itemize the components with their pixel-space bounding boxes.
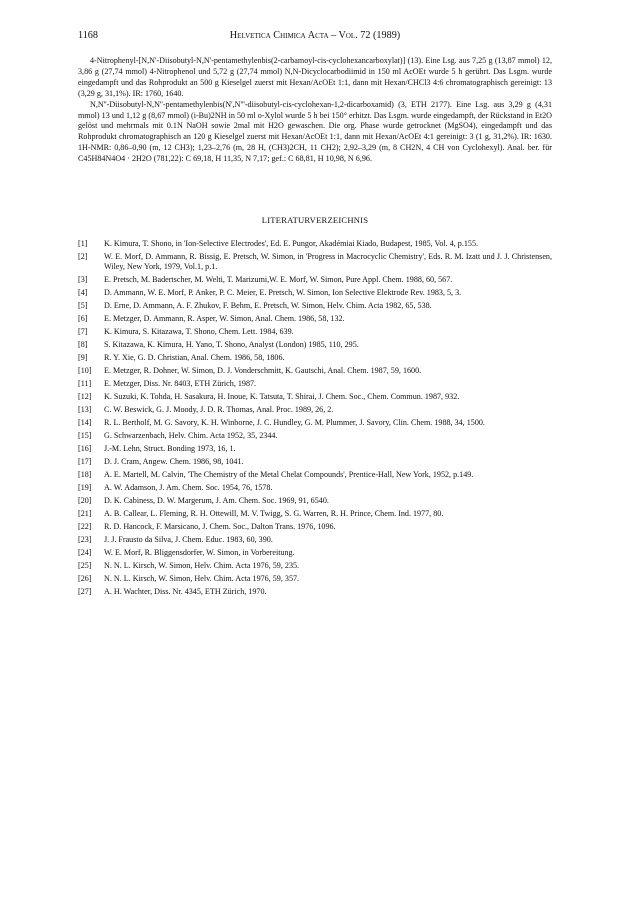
- reference-text: K. Suzuki, K. Tohda, H. Sasakura, H. Inoue, K. Tatsuta, T. Shirai, J. Chem. Soc., Chem. Commun. 1987, 932.: [104, 392, 460, 402]
- page: [78, 30, 552, 600]
- reference-text: A. H. Wachter, Diss. Nr. 4345, ETH Zürich, 1970.: [104, 587, 267, 597]
- reference-item: [78, 353, 552, 363]
- reference-item: [78, 327, 552, 337]
- reference-text: N. N. L. Kirsch, W. Simon, Helv. Chim. Acta 1976, 59, 235.: [104, 561, 300, 571]
- reference-item: [78, 587, 552, 597]
- reference-number: [21]: [78, 509, 92, 519]
- reference-text: W. E. Morf, R. Bliggensdorfer, W. Simon, in Vorbereitung.: [104, 548, 295, 558]
- reference-number: [12]: [78, 392, 92, 402]
- reference-item: [78, 275, 552, 285]
- reference-number: [19]: [78, 483, 92, 493]
- reference-item: [78, 444, 552, 454]
- reference-number: [16]: [78, 444, 92, 454]
- reference-text: W. E. Morf, D. Ammann, R. Bissig, E. Pretsch, W. Simon, in 'Progress in Macrocyclic Chemistry', Eds. R. M. Izatt und J. J. Christensen, Wiley, New York, 1979, Vol.1, p.1.: [104, 252, 552, 272]
- reference-text: E. Metzger, R. Dohner, W. Simon, D. J. Vonderschmitt, K. Gautschi, Anal. Chem. 1987, 59, 1600.: [104, 366, 422, 376]
- reference-number: [2]: [78, 252, 88, 262]
- reference-text: N. N. L. Kirsch, W. Simon, Helv. Chim. Acta 1976, 59, 357.: [104, 574, 300, 584]
- reference-text: A. W. Adamson, J. Am. Chem. Soc. 1954, 76, 1578.: [104, 483, 273, 493]
- reference-item: [78, 392, 552, 402]
- running-header: [78, 30, 552, 44]
- reference-item: [78, 288, 552, 298]
- reference-text: J.-M. Lehn, Struct. Bonding 1973, 16, 1.: [104, 444, 236, 454]
- reference-item: [78, 418, 552, 428]
- reference-number: [4]: [78, 288, 88, 298]
- reference-number: [23]: [78, 535, 92, 545]
- reference-number: [22]: [78, 522, 92, 532]
- reference-item: [78, 379, 552, 389]
- experimental-paragraph-13: 4-Nitrophenyl-[N,N'-Diisobutyl-N,N'-pentamethylenbis(2-carbamoyl-cis-cyclohexancarboxylat)] (13). Eine Lsg. aus 7,25 g (13,87 mmol) 12, 3,86 g (27,74 mmol) 4-Nitrophenol und 5,72 g (27,74 mmol) N,N-Dicyclocarbodiimid in 150 ml AcOEt wurde 5 h gerührt. Das Lsgm. wurde eingedampft und das Rohprodukt an 500 g Kieselgel zuerst mit Hexan/AcOEt 1:1, dann mit Hexan/CHCl3 4:6 chromatographisch gereinigt: 13 (3,29 g, 31,1%). IR: 1760, 1640.: [78, 56, 552, 98]
- page-number: 1168: [78, 30, 98, 41]
- reference-item: [78, 457, 552, 467]
- reference-list: [78, 239, 552, 598]
- reference-number: [24]: [78, 548, 92, 558]
- reference-number: [27]: [78, 587, 92, 597]
- reference-number: [14]: [78, 418, 92, 428]
- reference-item: [78, 314, 552, 324]
- references-heading: LITERATURVERZEICHNIS: [261, 215, 369, 226]
- reference-number: [9]: [78, 353, 88, 363]
- reference-item: [78, 548, 552, 558]
- reference-item: [78, 496, 552, 506]
- reference-item: [78, 340, 552, 350]
- reference-number: [8]: [78, 340, 88, 350]
- reference-number: [10]: [78, 366, 92, 376]
- reference-number: [15]: [78, 431, 92, 441]
- reference-text: K. Kimura, T. Shono, in 'Ion-Selective Electrodes', Ed. E. Pungor, Akadémiai Kiado, Budapest, 1985, Vol. 4, p.155.: [104, 239, 479, 249]
- reference-text: D. Ammann, W. E. Morf, P. Anker, P. C. Meier, E. Pretsch, W. Simon, Ion Selective Elektrode Rev. 1983, 5, 3.: [104, 288, 462, 298]
- reference-text: D. K. Cabiness, D. W. Margerum, J. Am. Chem. Soc. 1969, 91, 6540.: [104, 496, 329, 506]
- reference-text: R. D. Hancock, F. Marsicano, J. Chem. Soc., Dalton Trans. 1976, 1096.: [104, 522, 336, 532]
- reference-number: [6]: [78, 314, 88, 324]
- reference-item: [78, 522, 552, 532]
- reference-number: [7]: [78, 327, 88, 337]
- reference-item: [78, 483, 552, 493]
- reference-text: R. L. Bertholf, M. G. Savory, K. H. Winborne, J. C. Hundley, G. M. Plummer, J. Savory, Clin. Chem. 1988, 34, 1500.: [104, 418, 485, 428]
- reference-item: [78, 239, 552, 249]
- reference-text: G. Schwarzenbach, Helv. Chim. Acta 1952, 35, 2344.: [104, 431, 278, 441]
- reference-text: E. Pretsch, M. Badertscher, M. Welti, T. Marizumi,W. E. Morf, W. Simon, Pure Appl. Chem. 1988, 60, 567.: [104, 275, 453, 285]
- reference-number: [18]: [78, 470, 92, 480]
- reference-item: [78, 574, 552, 584]
- experimental-paragraph-3: N,N''-Diisobutyl-N,N''-pentamethylenbis(N',N'''-diisobutyl-cis-cyclohexan-1,2-dicarboxamid) (3, ETH 2177). Eine Lsg. aus 3,29 g (4,31 mmol) 13 und 1,12 g (8,67 mmol) (i-Bu)2NH in 50 ml o-Xylol wurde 5 h bei 150° erhitzt. Das Lsgm. wurde eingedampft, der Rückstand in Et2O gelöst und mehrmals mit 0.1N NaOH sowie 2mal mit H2O gewaschen. Die org. Phase wurde getrocknet (MgSO4), eingedampft und das Rohprodukt chromatographisch an 120 g Kieselgel zuerst mit Hexan/AcOEt 1:1, dann mit Hexan/AcOEt 4:1 gereinigt: 3 (1 g, 31,2%). IR: 1630. 1H-NMR: 0,86–0,90 (m, 12 CH3); 1,23–2,76 (m, 28 H, (CH3)2CH, 11 CH2); 2,92–3,29 (m, 8 CH2N, 4 CH von Cyclohexyl). Anal. ber. für C45H84N4O4 · 2H2O (781,22): C 69,18, H 11,35, N 7,17; gef.: C 68,81, H 10,98, N 6,96.: [78, 99, 552, 164]
- reference-number: [11]: [78, 379, 92, 389]
- reference-text: A. E. Martell, M. Calvin, 'The Chemistry of the Metal Chelat Compounds', Prentice-Hall, New York, 1952, p.149.: [104, 470, 474, 480]
- reference-item: [78, 470, 552, 480]
- reference-number: [3]: [78, 275, 88, 285]
- reference-text: D. Erne, D. Ammann, A. F. Zhukov, F. Behm, E. Pretsch, W. Simon, Helv. Chim. Acta 1982, 65, 538.: [104, 301, 432, 311]
- reference-number: [5]: [78, 301, 88, 311]
- reference-text: E. Metzger, Diss. Nr. 8403, ETH Zürich, 1987.: [104, 379, 257, 389]
- journal-title: Helvetica Chimica Acta – Vol. 72 (1989): [229, 30, 401, 41]
- reference-text: D. J. Cram, Angew. Chem. 1986, 98, 1041.: [104, 457, 244, 467]
- reference-text: K. Kimura, S. Kitazawa, T. Shono, Chem. Lett. 1984, 639.: [104, 327, 294, 337]
- reference-number: [26]: [78, 574, 92, 584]
- reference-item: [78, 509, 552, 519]
- reference-item: [78, 561, 552, 571]
- reference-text: A. B. Callear, L. Fleming, R. H. Ottewill, M. V. Twigg, S. G. Warren, R. H. Prince, Chem. Ind. 1977, 80.: [104, 509, 444, 519]
- reference-number: [1]: [78, 239, 88, 249]
- reference-number: [17]: [78, 457, 92, 467]
- reference-text: R. Y. Xie, G. D. Christian, Anal. Chem. 1986, 58, 1806.: [104, 353, 285, 363]
- reference-text: S. Kitazawa, K. Kimura, H. Yano, T. Shono, Analyst (London) 1985, 110, 295.: [104, 340, 359, 350]
- reference-item: [78, 535, 552, 545]
- reference-item: [78, 301, 552, 311]
- reference-number: [25]: [78, 561, 92, 571]
- reference-text: C. W. Beswick, G. J. Moody, J. D. R. Thomas, Anal. Proc. 1989, 26, 2.: [104, 405, 334, 415]
- reference-number: [20]: [78, 496, 92, 506]
- reference-number: [13]: [78, 405, 92, 415]
- reference-item: [78, 431, 552, 441]
- reference-item: [78, 366, 552, 376]
- reference-text: J. J. Frausto da Silva, J. Chem. Educ. 1983, 60, 390.: [104, 535, 273, 545]
- reference-item: [78, 252, 552, 273]
- reference-text: E. Metzger, D. Ammann, R. Asper, W. Simon, Anal. Chem. 1986, 58, 132.: [104, 314, 345, 324]
- reference-item: [78, 405, 552, 415]
